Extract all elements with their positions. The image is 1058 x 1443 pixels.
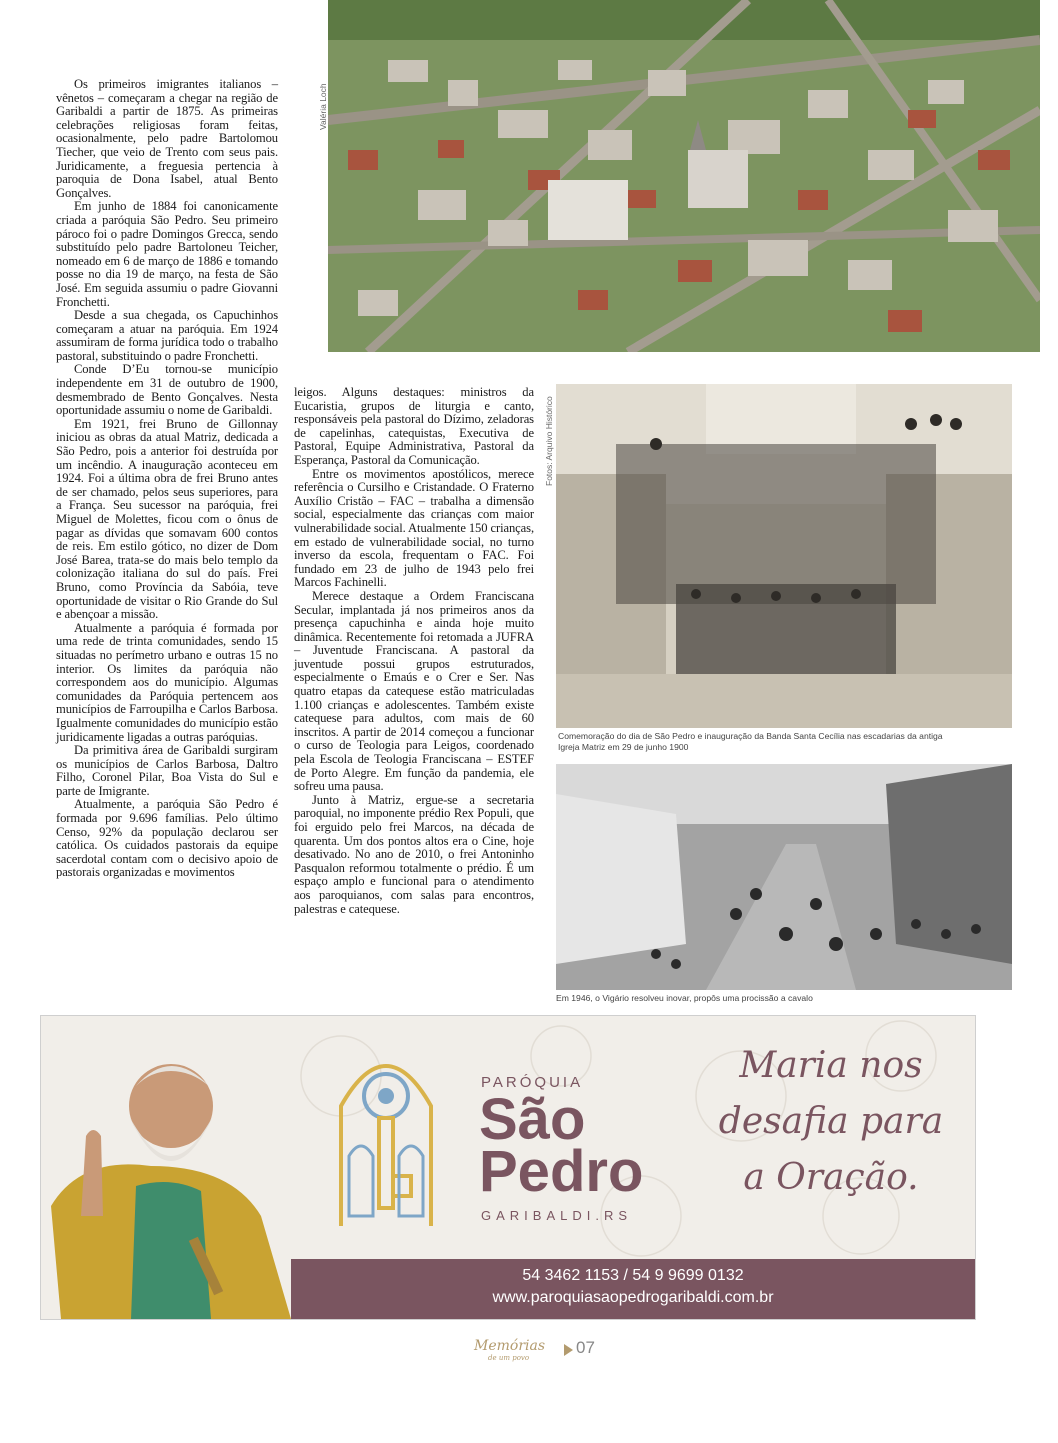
article-paragraph: Merece destaque a Ordem Franciscana Secular, implantada já nos primeiros anos da presença capuchinha e ainda hoje muito dinâmica. Recentemente foi retomada a JUFRA – Juventude Franciscana. A pastoral da juventude possui grupos estruturados, especialmente o Emaús e o Crer e Ser. Nas quatro etapas da catequese estão matriculadas 1.100 crianças e adolescentes. Também existe catequese para adultos, com mais de 60 inscritos. A partir de 2014 começou a funcionar o curso de Teologia para Leigos, coordenado pela Escola de Teologia Franciscana – ESTEF de Porto Alegre. Em função da pandemia, ele sofreu uma pausa. xyxy=(294,588,534,794)
parish-prefix: PARÓQUIA xyxy=(481,1074,584,1091)
parish-advertisement xyxy=(40,1015,976,1320)
article-paragraph: Os primeiros imigrantes italianos – vênetos – começaram a chegar na região de Garibaldi a partir de 1875. As primeiras celebrações religiosas foram feitas, ocasionalmente, pelo padre Bartolomou Tiecher, que veio de Trento com seus pais. Juridicamente, a freguesia pertencia à paroquia de Dona Isabel, atual Bento Gonçalves. xyxy=(56,77,278,200)
historic-photo-1946 xyxy=(556,764,1012,990)
article-paragraph: Conde D’Eu tornou-se município independente em 31 de outubro de 1900, desmembrado de Bento Gonçalves. Nesta oportunidade assumiu o nome de Garibaldi. xyxy=(56,362,278,418)
parish-name xyxy=(479,1087,679,1204)
photo-1900-caption xyxy=(558,731,1018,753)
aerial-photo-illustration xyxy=(328,0,1040,352)
article-paragraph: Da primitiva área de Garibaldi surgiram os municípios de Carlos Barbosa, Daltro Filho, Coronel Pilar, Boa Vista do Sul e parte de Imigrante. xyxy=(56,743,278,798)
slogan-line2: desafia para xyxy=(718,1101,944,1142)
article-paragraph: Desde a sua chegada, os Capuchinhos começaram a atuar na paróquia. Em 1924 assumiram de forma jurídica todo o trabalho pastoral, substituindo o padre Fronchetti. xyxy=(56,308,278,363)
parish-name-line1: São xyxy=(479,1087,586,1152)
article-paragraph: Atualmente a paróquia é formada por uma rede de trinta comunidades, sendo 15 situadas no perímetro urbano e outras 15 no interior. Os limites da paróquia não correspondem aos do município. Algumas comunidades da Paróquia pertencem aos municípios de Farroupilha e Carlos Barbosa. Igualmente comunidades do município estão juridicamente ligadas a outras paróquias. xyxy=(56,620,278,744)
article-left-column xyxy=(56,78,278,880)
footer-arrow-icon xyxy=(564,1344,573,1356)
historic-photo-1900 xyxy=(556,384,1012,728)
historic-1900-illustration xyxy=(556,384,1012,728)
article-paragraph: Em 1921, frei Bruno de Gillonnay iniciou as obras da atual Matriz, dedicada a São Pedro, pois a anterior foi destruída por um incêndio. A inauguração aconteceu em 1924. Foi a última obra de frei Bruno antes de ser chamado, pelos seus superiores, para a França. Seu sucessor na paróquia, frei Miguel de Molettes, ficou com o ônus de pagar as dívidas que somavam 600 contos de reis. Em estilo gótico, no dizer de Dom José Barea, trata-se do mais belo templo da colonização italiana do sul do país. Frei Bruno, como Província da Sabóia, teve oportunidade de visitar o Rio Grande do Sul e abençoar a missão. xyxy=(56,416,278,622)
article-paragraph: Junto à Matriz, ergue-se a secretaria paroquial, no imponente prédio Rex Populi, que foi erguido pelo frei Marcos, na década de quarenta. Um dos pontos altos era o Cine, hoje desativado. No ano de 2010, o frei Antoninho Pasqualon reformou totalmente o prédio. É um espaço amplo e funcional para o atendimento aos paroquianos, com salas para encontros, palestras e catequese. xyxy=(294,792,534,916)
parish-city: GARIBALDI.RS xyxy=(481,1208,633,1223)
article-paragraph: leigos. Alguns destaques: ministros da Eucaristia, grupos de liturgia e canto, responsáveis pela pastoral do Dízimo, zeladoras de capelinhas, catequistas, Executiva de Pastoral, Equipe Administrativa, Pastoral da Esperança, Pastoral da Comunicação. xyxy=(294,385,534,467)
saint-peter-icon xyxy=(41,1016,291,1319)
ad-contact-bar xyxy=(291,1259,975,1319)
aerial-city-photo xyxy=(328,0,1040,352)
ad-phone-numbers: 54 3462 1153 / 54 9 9699 0132 xyxy=(522,1267,744,1284)
aerial-photo-credit: Valéria Loch xyxy=(318,83,328,130)
footer-brand-subtitle: de um povo xyxy=(488,1354,530,1362)
page-footer xyxy=(474,1336,604,1366)
article-middle-column xyxy=(294,386,534,916)
parish-name-line2: Pedro xyxy=(479,1139,644,1204)
footer-brand: Memórias xyxy=(474,1338,546,1354)
ad-website-link[interactable]: www.paroquiasaopedrogaribaldi.com.br xyxy=(492,1289,774,1306)
photo-1900-caption-line2: Igreja Matriz em 29 de junho 1900 xyxy=(558,742,689,752)
historic-photo-credit: Fotos: Arquivo Histórico xyxy=(544,396,554,486)
ad-slogan xyxy=(701,1038,961,1206)
photo-1900-caption-line1: Comemoração do dia de São Pedro e inauguração da Banda Santa Cecília nas escadarias da antiga xyxy=(558,731,943,741)
slogan-line1: Maria nos xyxy=(739,1045,923,1086)
article-paragraph: Em junho de 1884 foi canonicamente criada a paróquia São Pedro. Seu primeiro pároco foi o padre Domingos Grecca, sendo substituído pelo padre Bartoloneu Teicher, nomeado em 6 de março de 1886 e tomando posse no dia 19 de março, na festa de São José. Em seguida assumiu o padre Giovanni Fronchetti. xyxy=(56,199,278,309)
parish-logo-icon xyxy=(331,1036,441,1236)
photo-1946-caption: Em 1946, o Vigário resolveu inovar, propôs uma procissão a cavalo xyxy=(556,993,813,1003)
page-number: 07 xyxy=(576,1338,595,1357)
article-paragraph: Entre os movimentos apostólicos, merece referência o Cursilho e Cristandade. O Fraterno Auxílio Cristão – FAC – trabalha a dimensão social, especialmente das crianças com maior vulnerabilidade social. Atualmente 150 crianças, em estado de vulnerabilidade social, no turno inverso da escola, frequentam o FAC. Foi fundado em 23 de julho de 1943 pelo frei Marcos Fachinelli. xyxy=(294,466,534,590)
article-paragraph: Atualmente, a paróquia São Pedro é formada por 9.696 famílias. Pelo último Censo, 92% da população declarou ser católica. Os cuidados pastorais da equipe sacerdotal contam com o decisivo apoio de pastorais organizadas e movimentos xyxy=(56,797,278,880)
slogan-line3: a Oração. xyxy=(743,1157,919,1198)
historic-1946-illustration xyxy=(556,764,1012,990)
